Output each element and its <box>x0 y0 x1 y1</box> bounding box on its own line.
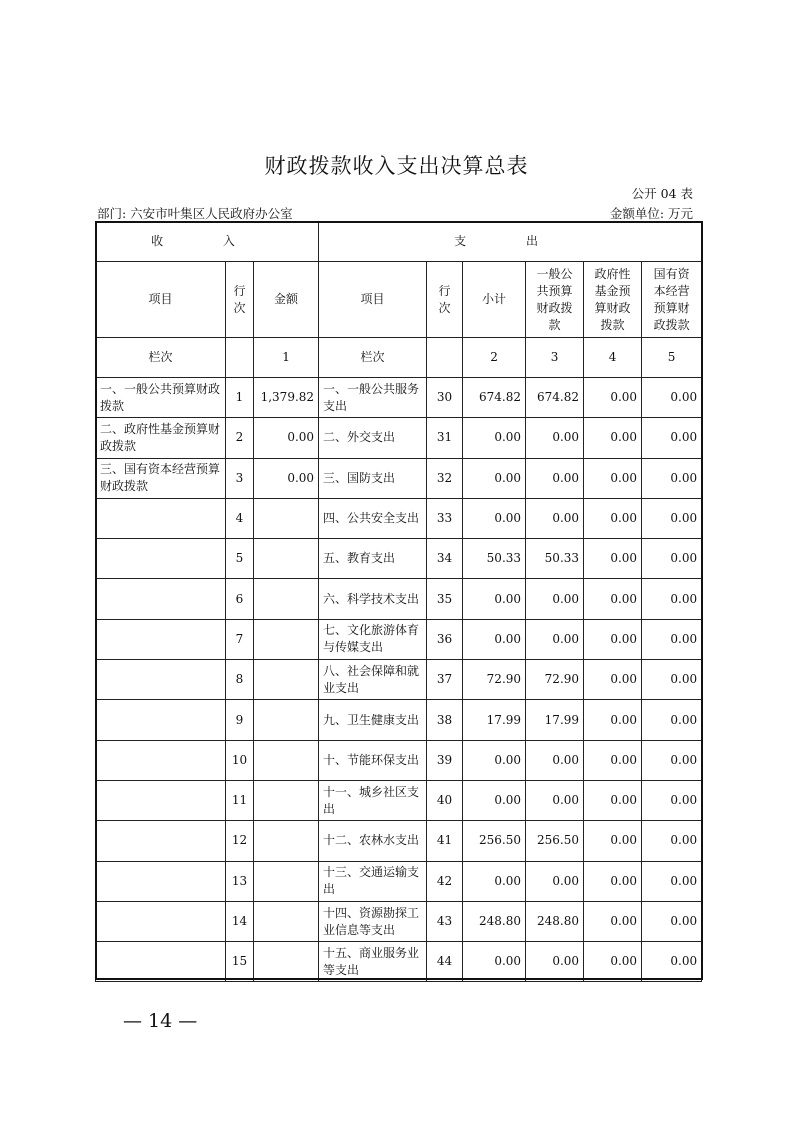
expense-item: 二、外交支出 <box>319 418 427 458</box>
col-1: 1 <box>254 338 319 378</box>
gov-fund-cell: 0.00 <box>584 740 642 780</box>
page-number: — 14 — <box>123 1010 198 1032</box>
gov-fund-cell: 0.00 <box>584 942 642 982</box>
col-2: 2 <box>463 338 526 378</box>
income-row-no: 10 <box>226 740 254 780</box>
income-row-no-header: 行次 <box>226 262 254 338</box>
expense-row-no: 36 <box>427 619 463 659</box>
income-amount: 0.00 <box>254 458 319 498</box>
general-budget-cell: 0.00 <box>526 942 584 982</box>
gov-fund-cell: 0.00 <box>584 539 642 579</box>
table-row <box>96 861 702 901</box>
expense-item: 十一、城乡社区支出 <box>319 780 427 820</box>
income-item-header: 项目 <box>96 262 226 338</box>
state-capital-cell: 0.00 <box>642 579 702 619</box>
general-budget-cell: 0.00 <box>526 498 584 538</box>
general-budget-cell: 0.00 <box>526 458 584 498</box>
expense-item: 十五、商业服务业等支出 <box>319 942 427 982</box>
expense-row-no: 44 <box>427 942 463 982</box>
table-row <box>96 901 702 941</box>
state-capital-cell: 0.00 <box>642 861 702 901</box>
expense-item: 七、文化旅游体育与传媒支出 <box>319 619 427 659</box>
general-budget-cell: 256.50 <box>526 821 584 861</box>
table-row <box>96 660 702 700</box>
gov-fund-cell: 0.00 <box>584 901 642 941</box>
expense-row-no: 31 <box>427 418 463 458</box>
subtotal-cell: 0.00 <box>463 619 526 659</box>
finance-table <box>95 221 702 982</box>
general-budget-cell: 0.00 <box>526 418 584 458</box>
income-item <box>96 861 226 901</box>
income-amount <box>254 861 319 901</box>
expense-item: 四、公共安全支出 <box>319 498 427 538</box>
expense-row-no: 40 <box>427 780 463 820</box>
table-row <box>96 619 702 659</box>
income-amount: 0.00 <box>254 418 319 458</box>
unit-label: 金额单位: 万元 <box>609 206 693 221</box>
state-capital-cell: 0.00 <box>642 700 702 740</box>
expense-item: 十、节能环保支出 <box>319 740 427 780</box>
state-capital-cell: 0.00 <box>642 942 702 982</box>
income-item <box>96 619 226 659</box>
income-row-no: 13 <box>226 861 254 901</box>
expense-row-no: 37 <box>427 660 463 700</box>
subtotal-cell: 50.33 <box>463 539 526 579</box>
income-item <box>96 942 226 982</box>
income-amount <box>254 821 319 861</box>
gov-fund-cell: 0.00 <box>584 579 642 619</box>
subtotal-header: 小计 <box>463 262 526 338</box>
gov-fund-cell: 0.00 <box>584 619 642 659</box>
general-budget-cell: 17.99 <box>526 700 584 740</box>
expense-row-no: 38 <box>427 700 463 740</box>
state-capital-cell: 0.00 <box>642 780 702 820</box>
table-row <box>96 942 702 982</box>
table-row <box>96 539 702 579</box>
income-item <box>96 700 226 740</box>
income-header: 收 入 <box>96 222 319 262</box>
expense-item: 一、一般公共服务支出 <box>319 378 427 418</box>
expense-item: 六、科学技术支出 <box>319 579 427 619</box>
general-budget-cell: 0.00 <box>526 619 584 659</box>
general-budget-cell: 0.00 <box>526 579 584 619</box>
general-budget-cell: 50.33 <box>526 539 584 579</box>
expense-item: 五、教育支出 <box>319 539 427 579</box>
income-row-no: 8 <box>226 660 254 700</box>
state-capital-cell: 0.00 <box>642 901 702 941</box>
expense-header: 支 出 <box>319 222 702 262</box>
income-amount <box>254 619 319 659</box>
gov-fund-cell: 0.00 <box>584 418 642 458</box>
income-item <box>96 498 226 538</box>
income-item <box>96 579 226 619</box>
subtotal-cell: 0.00 <box>463 458 526 498</box>
income-amount <box>254 539 319 579</box>
col-blank <box>226 338 254 378</box>
general-budget-header: 一般公共预算财政拨款 <box>526 262 584 338</box>
income-amount <box>254 579 319 619</box>
gov-fund-cell: 0.00 <box>584 498 642 538</box>
income-amount <box>254 498 319 538</box>
state-capital-cell: 0.00 <box>642 498 702 538</box>
income-amount-header: 金额 <box>254 262 319 338</box>
gov-fund-cell: 0.00 <box>584 378 642 418</box>
income-row-no: 2 <box>226 418 254 458</box>
income-amount <box>254 942 319 982</box>
subtotal-cell: 17.99 <box>463 700 526 740</box>
income-item: 二、政府性基金预算财政拨款 <box>96 418 226 458</box>
table-row <box>96 740 702 780</box>
table-row <box>96 780 702 820</box>
state-capital-cell: 0.00 <box>642 740 702 780</box>
state-capital-cell: 0.00 <box>642 821 702 861</box>
expense-item: 八、社会保障和就业支出 <box>319 660 427 700</box>
table-row <box>96 378 702 418</box>
income-row-no: 5 <box>226 539 254 579</box>
state-capital-cell: 0.00 <box>642 458 702 498</box>
income-row-no: 14 <box>226 901 254 941</box>
income-row-no: 4 <box>226 498 254 538</box>
expense-row-no: 39 <box>427 740 463 780</box>
general-budget-cell: 248.80 <box>526 901 584 941</box>
gov-fund-cell: 0.00 <box>584 861 642 901</box>
expense-row-no: 33 <box>427 498 463 538</box>
subtotal-cell: 256.50 <box>463 821 526 861</box>
gov-fund-cell: 0.00 <box>584 780 642 820</box>
income-row-no: 7 <box>226 619 254 659</box>
subtotal-cell: 0.00 <box>463 740 526 780</box>
expense-row-no-header: 行次 <box>427 262 463 338</box>
expense-item: 十四、资源勘探工业信息等支出 <box>319 901 427 941</box>
col-label-expense: 栏次 <box>319 338 427 378</box>
expense-row-no: 43 <box>427 901 463 941</box>
col-4: 4 <box>584 338 642 378</box>
general-budget-cell: 674.82 <box>526 378 584 418</box>
state-capital-header: 国有资本经营预算财政拨款 <box>642 262 702 338</box>
income-row-no: 9 <box>226 700 254 740</box>
state-capital-cell: 0.00 <box>642 619 702 659</box>
gov-fund-cell: 0.00 <box>584 821 642 861</box>
income-amount <box>254 780 319 820</box>
subtotal-cell: 0.00 <box>463 942 526 982</box>
income-item <box>96 660 226 700</box>
department-label: 部门: 六安市叶集区人民政府办公室 <box>97 206 293 221</box>
subtotal-cell: 0.00 <box>463 780 526 820</box>
general-budget-cell: 0.00 <box>526 740 584 780</box>
expense-row-no: 34 <box>427 539 463 579</box>
income-item <box>96 740 226 780</box>
subtotal-cell: 72.90 <box>463 660 526 700</box>
income-item <box>96 539 226 579</box>
subtotal-cell: 674.82 <box>463 378 526 418</box>
income-row-no: 1 <box>226 378 254 418</box>
income-item <box>96 821 226 861</box>
col-label-income: 栏次 <box>96 338 226 378</box>
expense-item: 三、国防支出 <box>319 458 427 498</box>
expense-row-no: 32 <box>427 458 463 498</box>
income-amount <box>254 740 319 780</box>
expense-row-no: 35 <box>427 579 463 619</box>
income-amount: 1,379.82 <box>254 378 319 418</box>
state-capital-cell: 0.00 <box>642 418 702 458</box>
income-item: 一、一般公共预算财政拨款 <box>96 378 226 418</box>
subtotal-cell: 0.00 <box>463 861 526 901</box>
expense-row-no: 42 <box>427 861 463 901</box>
general-budget-cell: 0.00 <box>526 861 584 901</box>
table-row <box>96 579 702 619</box>
general-budget-cell: 0.00 <box>526 780 584 820</box>
expense-row-no: 30 <box>427 378 463 418</box>
table-row <box>96 821 702 861</box>
subtotal-cell: 248.80 <box>463 901 526 941</box>
state-capital-cell: 0.00 <box>642 660 702 700</box>
state-capital-cell: 0.00 <box>642 378 702 418</box>
subtotal-cell: 0.00 <box>463 579 526 619</box>
expense-item: 十三、交通运输支出 <box>319 861 427 901</box>
col-3: 3 <box>526 338 584 378</box>
gov-fund-cell: 0.00 <box>584 458 642 498</box>
subtotal-cell: 0.00 <box>463 498 526 538</box>
income-amount <box>254 901 319 941</box>
col-blank <box>427 338 463 378</box>
state-capital-cell: 0.00 <box>642 539 702 579</box>
gov-fund-cell: 0.00 <box>584 660 642 700</box>
income-row-no: 12 <box>226 821 254 861</box>
income-amount <box>254 700 319 740</box>
income-amount <box>254 660 319 700</box>
income-row-no: 15 <box>226 942 254 982</box>
expense-item-header: 项目 <box>319 262 427 338</box>
gov-fund-header: 政府性基金预算财政拨款 <box>584 262 642 338</box>
income-item <box>96 780 226 820</box>
table-row <box>96 498 702 538</box>
col-5: 5 <box>642 338 702 378</box>
form-number: 公开 04 表 <box>631 186 693 201</box>
income-row-no: 6 <box>226 579 254 619</box>
subtotal-cell: 0.00 <box>463 418 526 458</box>
income-item: 三、国有资本经营预算财政拨款 <box>96 458 226 498</box>
table-row <box>96 458 702 498</box>
expense-item: 十二、农林水支出 <box>319 821 427 861</box>
page-title: 财政拨款收入支出决算总表 <box>264 154 529 178</box>
gov-fund-cell: 0.00 <box>584 700 642 740</box>
table-row <box>96 700 702 740</box>
income-item <box>96 901 226 941</box>
expense-row-no: 41 <box>427 821 463 861</box>
table-row <box>96 418 702 458</box>
expense-item: 九、卫生健康支出 <box>319 700 427 740</box>
income-row-no: 11 <box>226 780 254 820</box>
income-row-no: 3 <box>226 458 254 498</box>
general-budget-cell: 72.90 <box>526 660 584 700</box>
